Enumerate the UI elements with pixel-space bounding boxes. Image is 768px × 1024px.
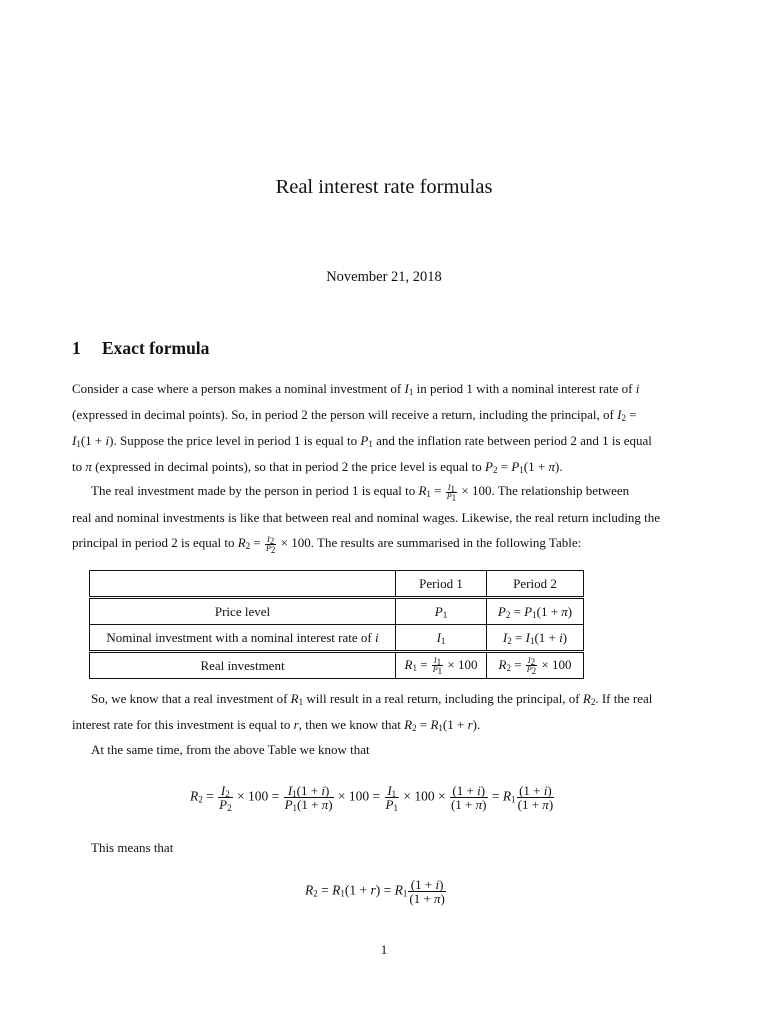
section-number: 1 bbox=[72, 338, 81, 358]
table-row bbox=[90, 625, 584, 652]
paragraph-1-line-4: to π (expressed in decimal points), so that in period 2 the price level is equal to $P_2 = P_1(1 + \pi)$. bbox=[72, 459, 563, 475]
table-cell: $R_1$ = $\frac{I_1}{P_1}$ × 100 bbox=[396, 652, 487, 679]
table-cell: $I_2 = I_1(1 + i)$ bbox=[487, 625, 584, 652]
equation-real-return: $R_2$ = $\frac{I_2}{P_2}$ × 100 = $\frac{I_1(1 + i)}{P_1(1 + \pi)}$ × 100 = $\frac{I_1}{P_1}$ × 100 × $\frac{(1 + i)}{(1 + \pi)}$ = $R_1$ $\frac{(1 + i)}{(1 + \pi)}$ bbox=[190, 783, 554, 813]
table-header-cell: Period 2 bbox=[487, 571, 584, 598]
paragraph-2-line-1: The real investment made by the person in period 1 is equal to $R_1$ = $\frac{I_1}{P_1}$ × 100. The relationship between bbox=[91, 482, 630, 503]
table-cell: $R_2$ = $\frac{I_2}{P_2}$ × 100 bbox=[487, 652, 584, 679]
table-cell: $P_2 = P_1(1 + \pi)$ bbox=[487, 598, 584, 625]
table-header-row bbox=[90, 571, 584, 598]
paragraph-2-line-2: real and nominal investments is like that between real and nominal wages. Likewise, the real return including the bbox=[72, 510, 661, 525]
table-row-label: Real investment bbox=[90, 652, 396, 679]
paragraph-1-line-1: Consider a case where a person makes a nominal investment of $I_1$ in period 1 with a nominal interest rate of i bbox=[72, 381, 640, 397]
table-row bbox=[90, 652, 584, 679]
table-header-cell bbox=[90, 571, 396, 598]
table-cell: $I_1$ bbox=[396, 625, 487, 652]
section-title: Exact formula bbox=[102, 338, 210, 358]
equation-r2-identity: $R_2 = R_1(1 + r) = R_1$ $\frac{(1 + i)}{(1 + \pi)}$ bbox=[305, 877, 445, 906]
fraction-i1-p1: $\frac{I_1}{P_1}$ bbox=[446, 482, 457, 503]
table-row-label: Nominal investment with a nominal interest rate of i bbox=[90, 625, 396, 652]
paragraph-2-line-3: principal in period 2 is equal to $R_2$ = $\frac{I_2}{P_2}$ × 100. The results are summarised in the following Table: bbox=[72, 534, 582, 555]
summary-table bbox=[89, 570, 584, 679]
table-row-label: Price level bbox=[90, 598, 396, 625]
paragraph-3-line-2: interest rate for this investment is equal to r, then we know that $R_2 = R_1(1 + r)$. bbox=[72, 717, 481, 733]
table-header-cell: Period 1 bbox=[396, 571, 487, 598]
fraction-i2-p2: $\frac{I_2}{P_2}$ bbox=[266, 534, 276, 555]
page-number: 1 bbox=[380, 942, 388, 957]
paragraph-4: At the same time, from the above Table we know that bbox=[91, 742, 370, 757]
section-heading bbox=[72, 338, 209, 359]
document-title: Real interest rate formulas bbox=[275, 176, 493, 198]
document-date: November 21, 2018 bbox=[326, 269, 442, 285]
paragraph-5: This means that bbox=[91, 840, 174, 855]
paragraph-3-line-1: So, we know that a real investment of $R_1$ will result in a real return, including the principal, of $R_2$. If the real bbox=[91, 691, 653, 707]
table-row bbox=[90, 598, 584, 625]
table-cell: $P_1$ bbox=[396, 598, 487, 625]
paragraph-1-line-2: (expressed in decimal points). So, in period 2 the person will receive a return, including the principal, of $I_2$ = bbox=[72, 407, 637, 423]
paragraph-1-line-3: $I_1(1 + i)$. Suppose the price level in period 1 is equal to $P_1$ and the inflation rate between period 2 and 1 is equal bbox=[72, 433, 652, 449]
